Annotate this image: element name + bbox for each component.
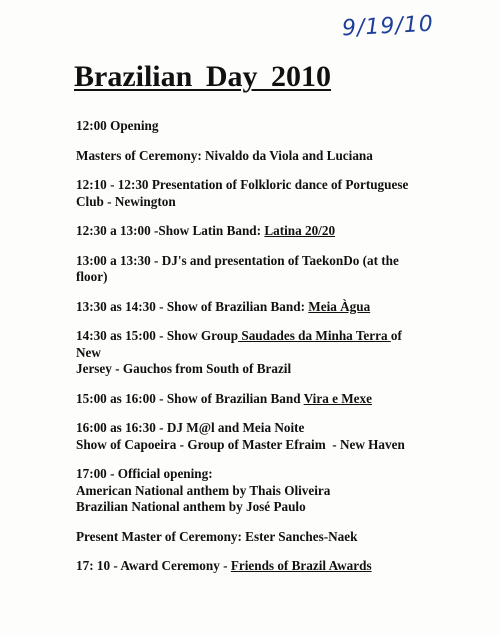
entry-line: Show of Capoeira - Group of Master Efraim - New Haven (76, 436, 405, 452)
schedule-entry (76, 328, 428, 378)
schedule-entry (76, 529, 428, 546)
entry-text: Present Master of Ceremony: Ester Sanches-Naek (76, 528, 358, 544)
handwritten-date: 9/19/10 (341, 11, 435, 42)
page-title: Brazilian Day 2010 (74, 60, 331, 93)
entry-line: Club - Newington (76, 193, 176, 209)
entry-prefix: 12:30 a 13:00 -Show Latin Band: (76, 223, 265, 238)
schedule-entry (76, 148, 428, 165)
schedule-entry (76, 223, 428, 240)
entry-line: 16:00 as 16:30 - DJ M@l and Meia Noite (76, 420, 305, 435)
schedule-entry (76, 420, 428, 453)
entry-line: Jersey - Gauchos from South of Brazil (76, 361, 292, 376)
schedule (76, 118, 428, 588)
entry-text: 12:00 Opening (76, 118, 159, 133)
entry-prefix: 15:00 as 16:00 - Show of Brazilian Band (76, 390, 304, 406)
entry-prefix: 17: 10 - Award Ceremony - (76, 558, 231, 573)
band-name: Latina 20/20 (264, 223, 336, 238)
schedule-entry (76, 391, 428, 408)
entry-line: 12:10 - 12:30 Presentation of Folkloric dance of Portuguese (76, 177, 409, 192)
entry-prefix: 14:30 as 15:00 - Show Group (76, 328, 239, 343)
entry-line: 17:00 - Official opening: (76, 466, 213, 481)
entry-line: floor) (76, 269, 108, 284)
schedule-entry (76, 558, 428, 575)
entry-line: American National anthem by Thais Oliveira (76, 482, 331, 498)
entry-text: Masters of Ceremony: Nivaldo da Viola and Luciana (76, 147, 373, 163)
schedule-entry (76, 299, 428, 316)
schedule-entry (76, 253, 428, 286)
group-name: Saudades da Minha Terra (238, 328, 391, 343)
award-name: Friends of Brazil Awards (230, 558, 372, 573)
schedule-entry (76, 466, 428, 516)
band-name: Vira e Mexe (303, 390, 372, 406)
schedule-entry (76, 177, 428, 210)
entry-line: Brazilian National anthem by José Paulo (76, 499, 306, 514)
entry-suffix: of New (76, 328, 402, 360)
entry-prefix: 13:30 as 14:30 - Show of Brazilian Band: (76, 298, 309, 314)
entry-line: 13:00 a 13:30 - DJ's and presentation of TaekonDo (at the (76, 252, 399, 268)
schedule-entry (76, 118, 428, 135)
band-name: Meia Àgua (308, 298, 371, 314)
